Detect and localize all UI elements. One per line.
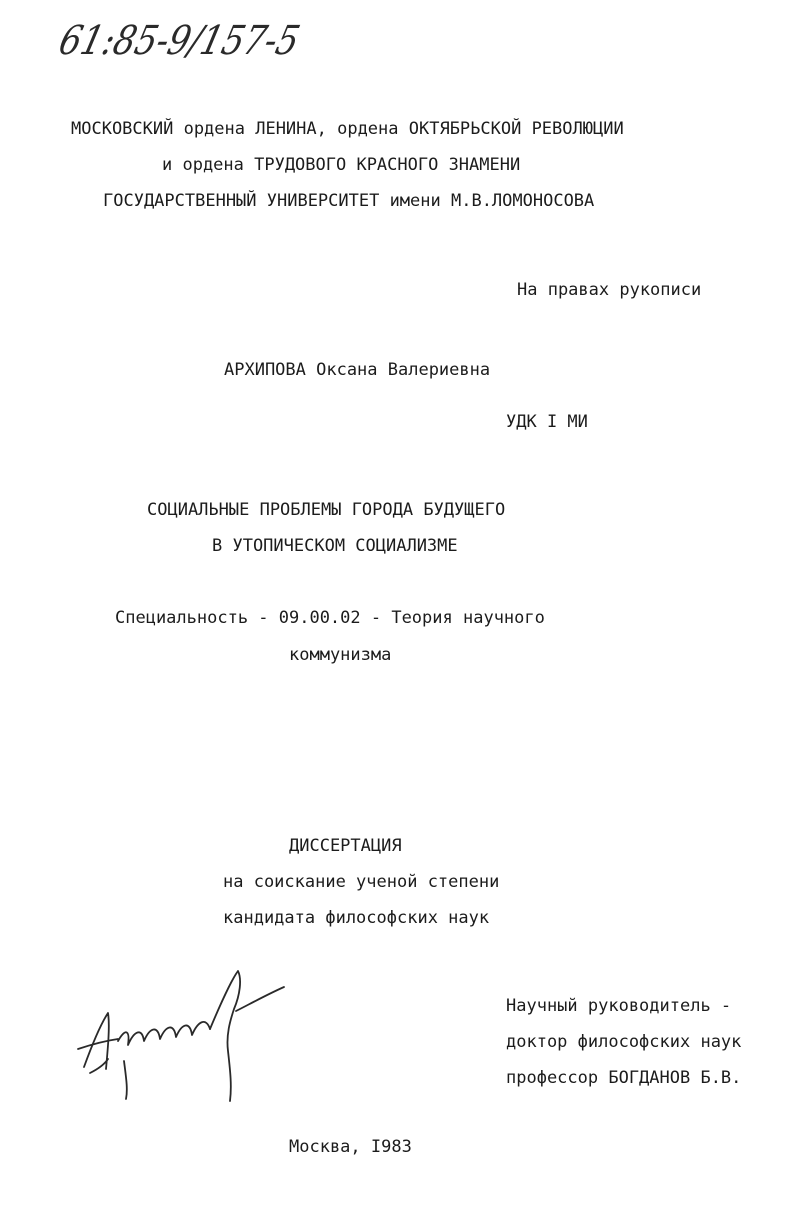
svg-text:61:85-9/157-5: 61:85-9/157-5: [54, 16, 350, 64]
institution-line-2: и ордена ТРУДОВОГО КРАСНОГО ЗНАМЕНИ: [162, 155, 521, 175]
dissertation-line-1: на соискание ученой степени: [223, 872, 500, 892]
manuscript-note: На правах рукописи: [517, 280, 702, 300]
place-and-year: Москва, I983: [289, 1137, 412, 1157]
udc-code: УДК I МИ: [506, 412, 588, 432]
supervisor-line-1: Научный руководитель -: [506, 996, 732, 1016]
institution-line-3: ГОСУДАРСТВЕННЫЙ УНИВЕРСИТЕТ имени М.В.ЛОМОНОСОВА: [103, 191, 595, 211]
specialty-line-2: коммунизма: [289, 645, 392, 665]
dissertation-heading: ДИССЕРТАЦИЯ: [289, 836, 402, 856]
title-line-2: В УТОПИЧЕСКОМ СОЦИАЛИЗМЕ: [212, 536, 458, 556]
supervisor-line-2: доктор философских наук: [506, 1032, 742, 1052]
specialty-line-1: Специальность - 09.00.02 - Теория научного: [115, 608, 545, 628]
supervisor-line-3: профессор БОГДАНОВ Б.В.: [506, 1068, 742, 1088]
handwritten-signature: [70, 965, 295, 1105]
author-name: АРХИПОВА Оксана Валериевна: [224, 360, 491, 380]
dissertation-line-2: кандидата философских наук: [223, 908, 490, 928]
handwritten-archive-code: [54, 10, 350, 68]
institution-line-1: МОСКОВСКИЙ ордена ЛЕНИНА, ордена ОКТЯБРЬСКОЙ РЕВОЛЮЦИИ: [71, 119, 624, 139]
title-line-1: СОЦИАЛЬНЫЕ ПРОБЛЕМЫ ГОРОДА БУДУЩЕГО: [147, 500, 506, 520]
